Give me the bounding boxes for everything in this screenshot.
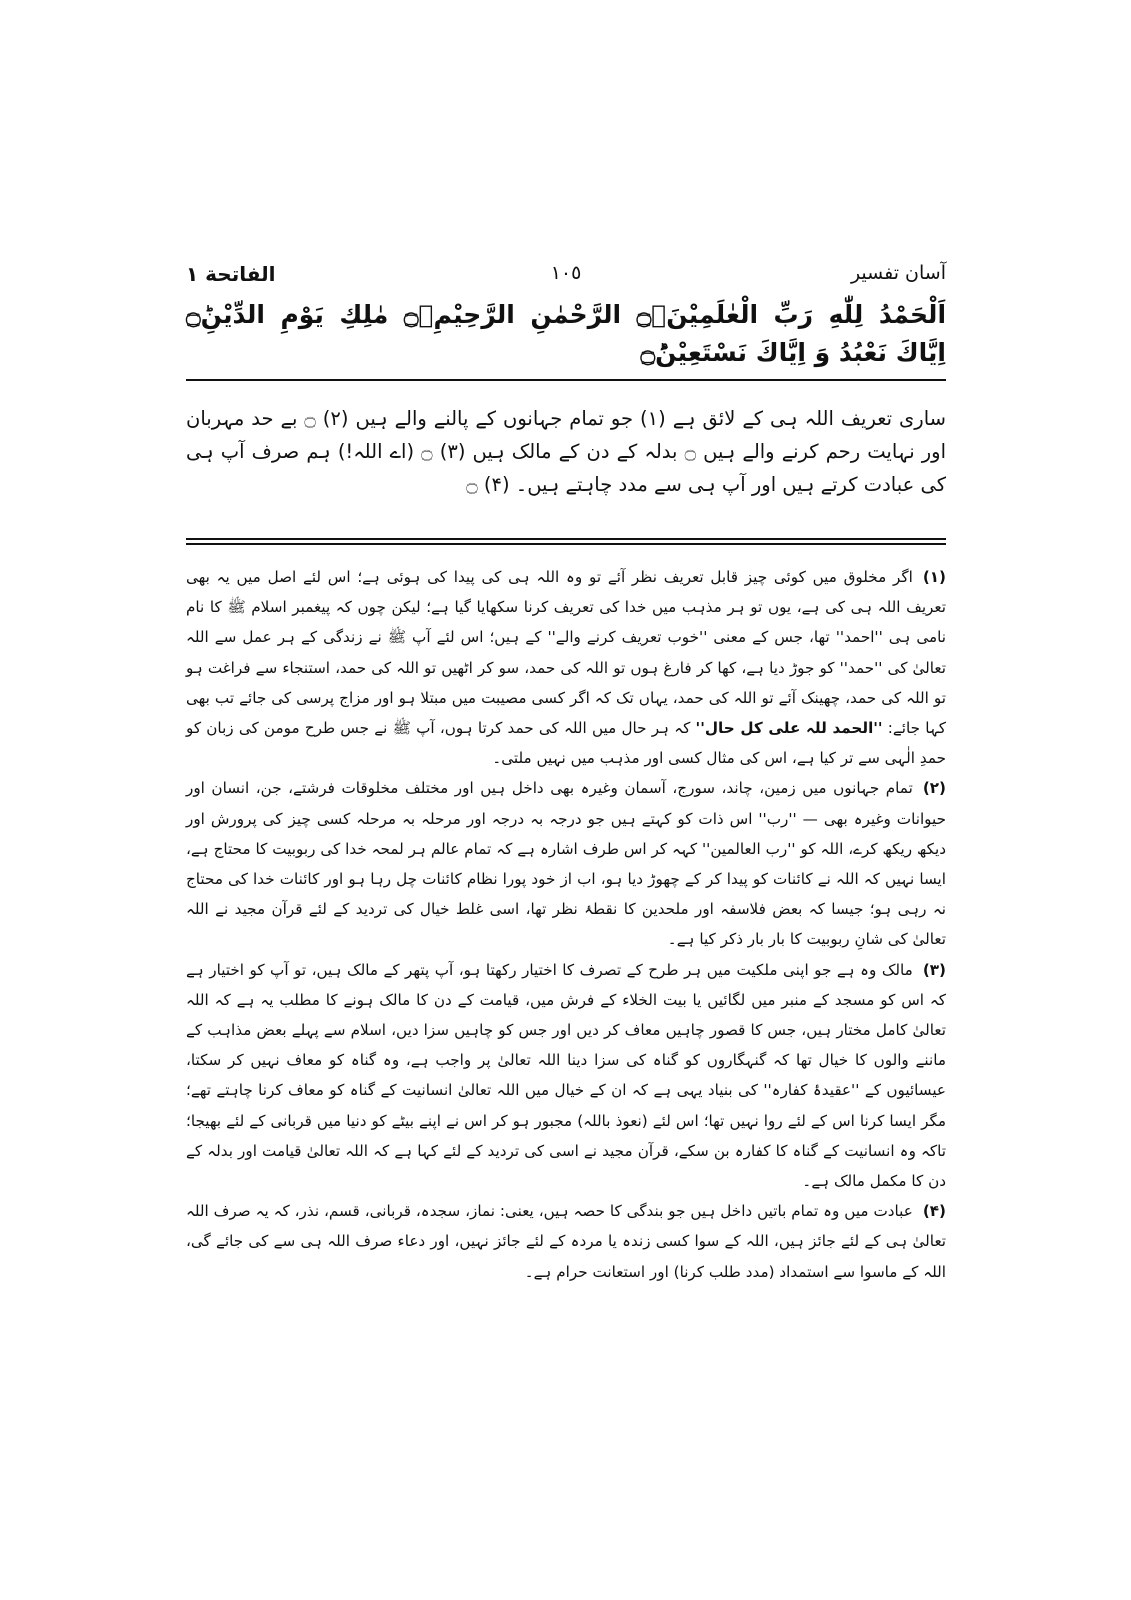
footnote-text: مالک وہ ہے جو اپنی ملکیت میں ہر طرح کے تصرف کا اختیار رکھتا ہو، آپ پتھر کے مالک ہیں، تو آپ کو اختیار ہے کہ اس کو مسجد کے منبر میں لگائیں یا بیت الخلاء کے فرش میں، قیامت کے دن کا مالک ہونے کا مطلب یہ ہے کہ اللہ تعالیٰ کامل مختار ہیں، جس کا قصور چاہیں معاف کر دیں اور جس کو چاہیں سزا دیں، اسلام سے پہلے بعض مذاہب کے ماننے والوں کا خیال تھا کہ گنہگاروں کو گناہ کی سزا دینا اللہ تعالیٰ پر واجب ہے، وہ گناہ کو معاف نہیں کر سکتا، عیسائیوں کے ''عقیدۂ کفارہ'' کی بنیاد یہی ہے کہ ان کے خیال میں اللہ تعالیٰ انسانیت کے گناہ کو معاف کرنا چاہتے تھے؛ مگر ایسا کرنا اس کے لئے روا نہیں تھا؛ اس لئے (نعوذ باللہ) مجبور ہو کر اس نے اپنے بیٹے کو دنیا میں قربانی کے لئے بھیجا؛ تاکہ وہ انسانیت کے گناہ کا کفارہ بن سکے، قرآن مجید نے اسی کی تردید کے لئے کہا ہے کہ اللہ تعالیٰ قیامت اور بدلہ کے دن کا مکمل مالک ہے۔ (186, 960, 946, 1191)
footnote-4 (186, 1196, 946, 1287)
footnote-number: (۴) (922, 1202, 946, 1221)
footnote-text: عبادت میں وہ تمام باتیں داخل ہیں جو بندگی کا حصہ ہیں، یعنی: نماز، سجدہ، قربانی، قسم، نذر، کہ یہ صرف اللہ تعالیٰ ہی کے لئے جائز ہیں، اللہ کے سوا کسی زندہ یا مردہ کے لئے جائز نہیں، اور دعاء صرف اللہ ہی سے کی جائے گی، اللہ کے ماسوا سے استمداد (مدد طلب کرنا) اور استعانت حرام ہے۔ (186, 1202, 946, 1281)
footnote-text-continued: کہ ہر حال میں اللہ کی حمد کرتا ہوں، آپ ﷺ نے جس طرح مومن کی زبان کو حمدِ الٰہی سے تر کیا ہے، اس کی مثال کسی اور مذہب میں نہیں ملتی۔ (186, 719, 946, 768)
footnote-number: (۲) (922, 779, 946, 798)
footnote-quote: ''الحمد للہ علی کل حال'' (695, 719, 883, 738)
footnote-number: (۱) (922, 568, 946, 586)
divider-double-lower (186, 543, 946, 545)
footnote-text: اگر مخلوق میں کوئی چیز قابل تعریف نظر آئے تو وہ اللہ ہی کی پیدا کی ہوئی ہے؛ اس لئے اصل میں یہ بھی تعریف اللہ ہی کی ہے، یوں تو ہر مذہب میں خدا کی تعریف کرنا سکھایا گیا ہے؛ لیکن چوں کہ پیغمبر اسلام ﷺ کا نام نامی ہی ''احمد'' تھا، جس کے معنی ''خوب تعریف کرنے والے'' کے ہیں؛ اس لئے آپ ﷺ نے زندگی کے ہر عمل سے اللہ تعالیٰ کی ''حمد'' کو جوڑ دیا ہے، کھا کر فارغ ہوں تو اللہ کی حمد، سو کر اٹھیں تو اللہ کی حمد، استنجاء سے فراغت ہو تو اللہ کی حمد، چھینک آئے تو اللہ کی حمد، یہاں تک کہ اگر کسی مصیبت میں مبتلا ہو اور مزاج پرسی کی جائے تب بھی کہا جائے: (186, 568, 947, 738)
footnote-2 (186, 773, 946, 954)
book-title: آسان تفسیر (850, 262, 946, 284)
surah-label: الفاتحة ١ (186, 262, 276, 286)
page-number: ١٠٥ (550, 262, 582, 284)
footnote-number: (۳) (922, 960, 946, 979)
footnotes (186, 562, 946, 1287)
divider-top (186, 379, 946, 381)
footnote-1 (186, 562, 946, 773)
page-header (186, 262, 946, 292)
divider-double-upper (186, 538, 946, 540)
quran-verse: اَلْحَمْدُ لِلّٰهِ رَبِّ الْعٰلَمِیْنَۙ۝ الرَّحْمٰنِ الرَّحِیْمِۙ۝ مٰلِكِ یَوْمِ الدِّیْنِؕ۝ اِیَّاكَ نَعْبُدُ وَ اِیَّاكَ نَسْتَعِیْنُؕ۝ (186, 300, 947, 367)
verse-translation: ساری تعریف اللہ ہی کے لائق ہے (۱) جو تمام جہانوں کے پالنے والے ہیں (۲) ۝ بے حد مہربان اور نہایت رحم کرنے والے ہیں ۝ بدلہ کے دن کے مالک ہیں (۳) ۝ (اے اللہ!) ہم صرف آپ ہی کی عبادت کرتے ہیں اور آپ ہی سے مدد چاہتے ہیں۔ (۴) ۝ (186, 407, 947, 496)
footnote-text: تمام جہانوں میں زمین، چاند، سورج، آسمان وغیرہ بھی داخل ہیں اور مختلف مخلوقات فرشتے، جن، انسان اور حیوانات وغیرہ بھی — ''رب'' اس ذات کو کہتے ہیں جو درجہ بہ درجہ اور مرحلہ بہ مرحلہ کسی چیز کی پرورش اور دیکھ ریکھ کرے، اللہ کو ''رب العالمین'' کہہ کر اس طرف اشارہ ہے کہ تمام عالم ہر لمحہ خدا کی ربوبیت کا محتاج ہے، ایسا نہیں کہ اللہ نے کائنات کو پیدا کر کے چھوڑ دیا ہو، اب از خود پورا نظام کائنات چل رہا ہو اور کائنات خدا کی محتاج نہ رہی ہو؛ جیسا کہ بعض فلاسفہ اور ملحدین کا نقطۂ نظر تھا، اسی غلط خیال کی تردید کے لئے قرآن مجید نے اللہ تعالیٰ کی شانِ ربوبیت کا بار بار ذکر کیا ہے۔ (186, 779, 946, 949)
footnote-3 (186, 955, 946, 1197)
